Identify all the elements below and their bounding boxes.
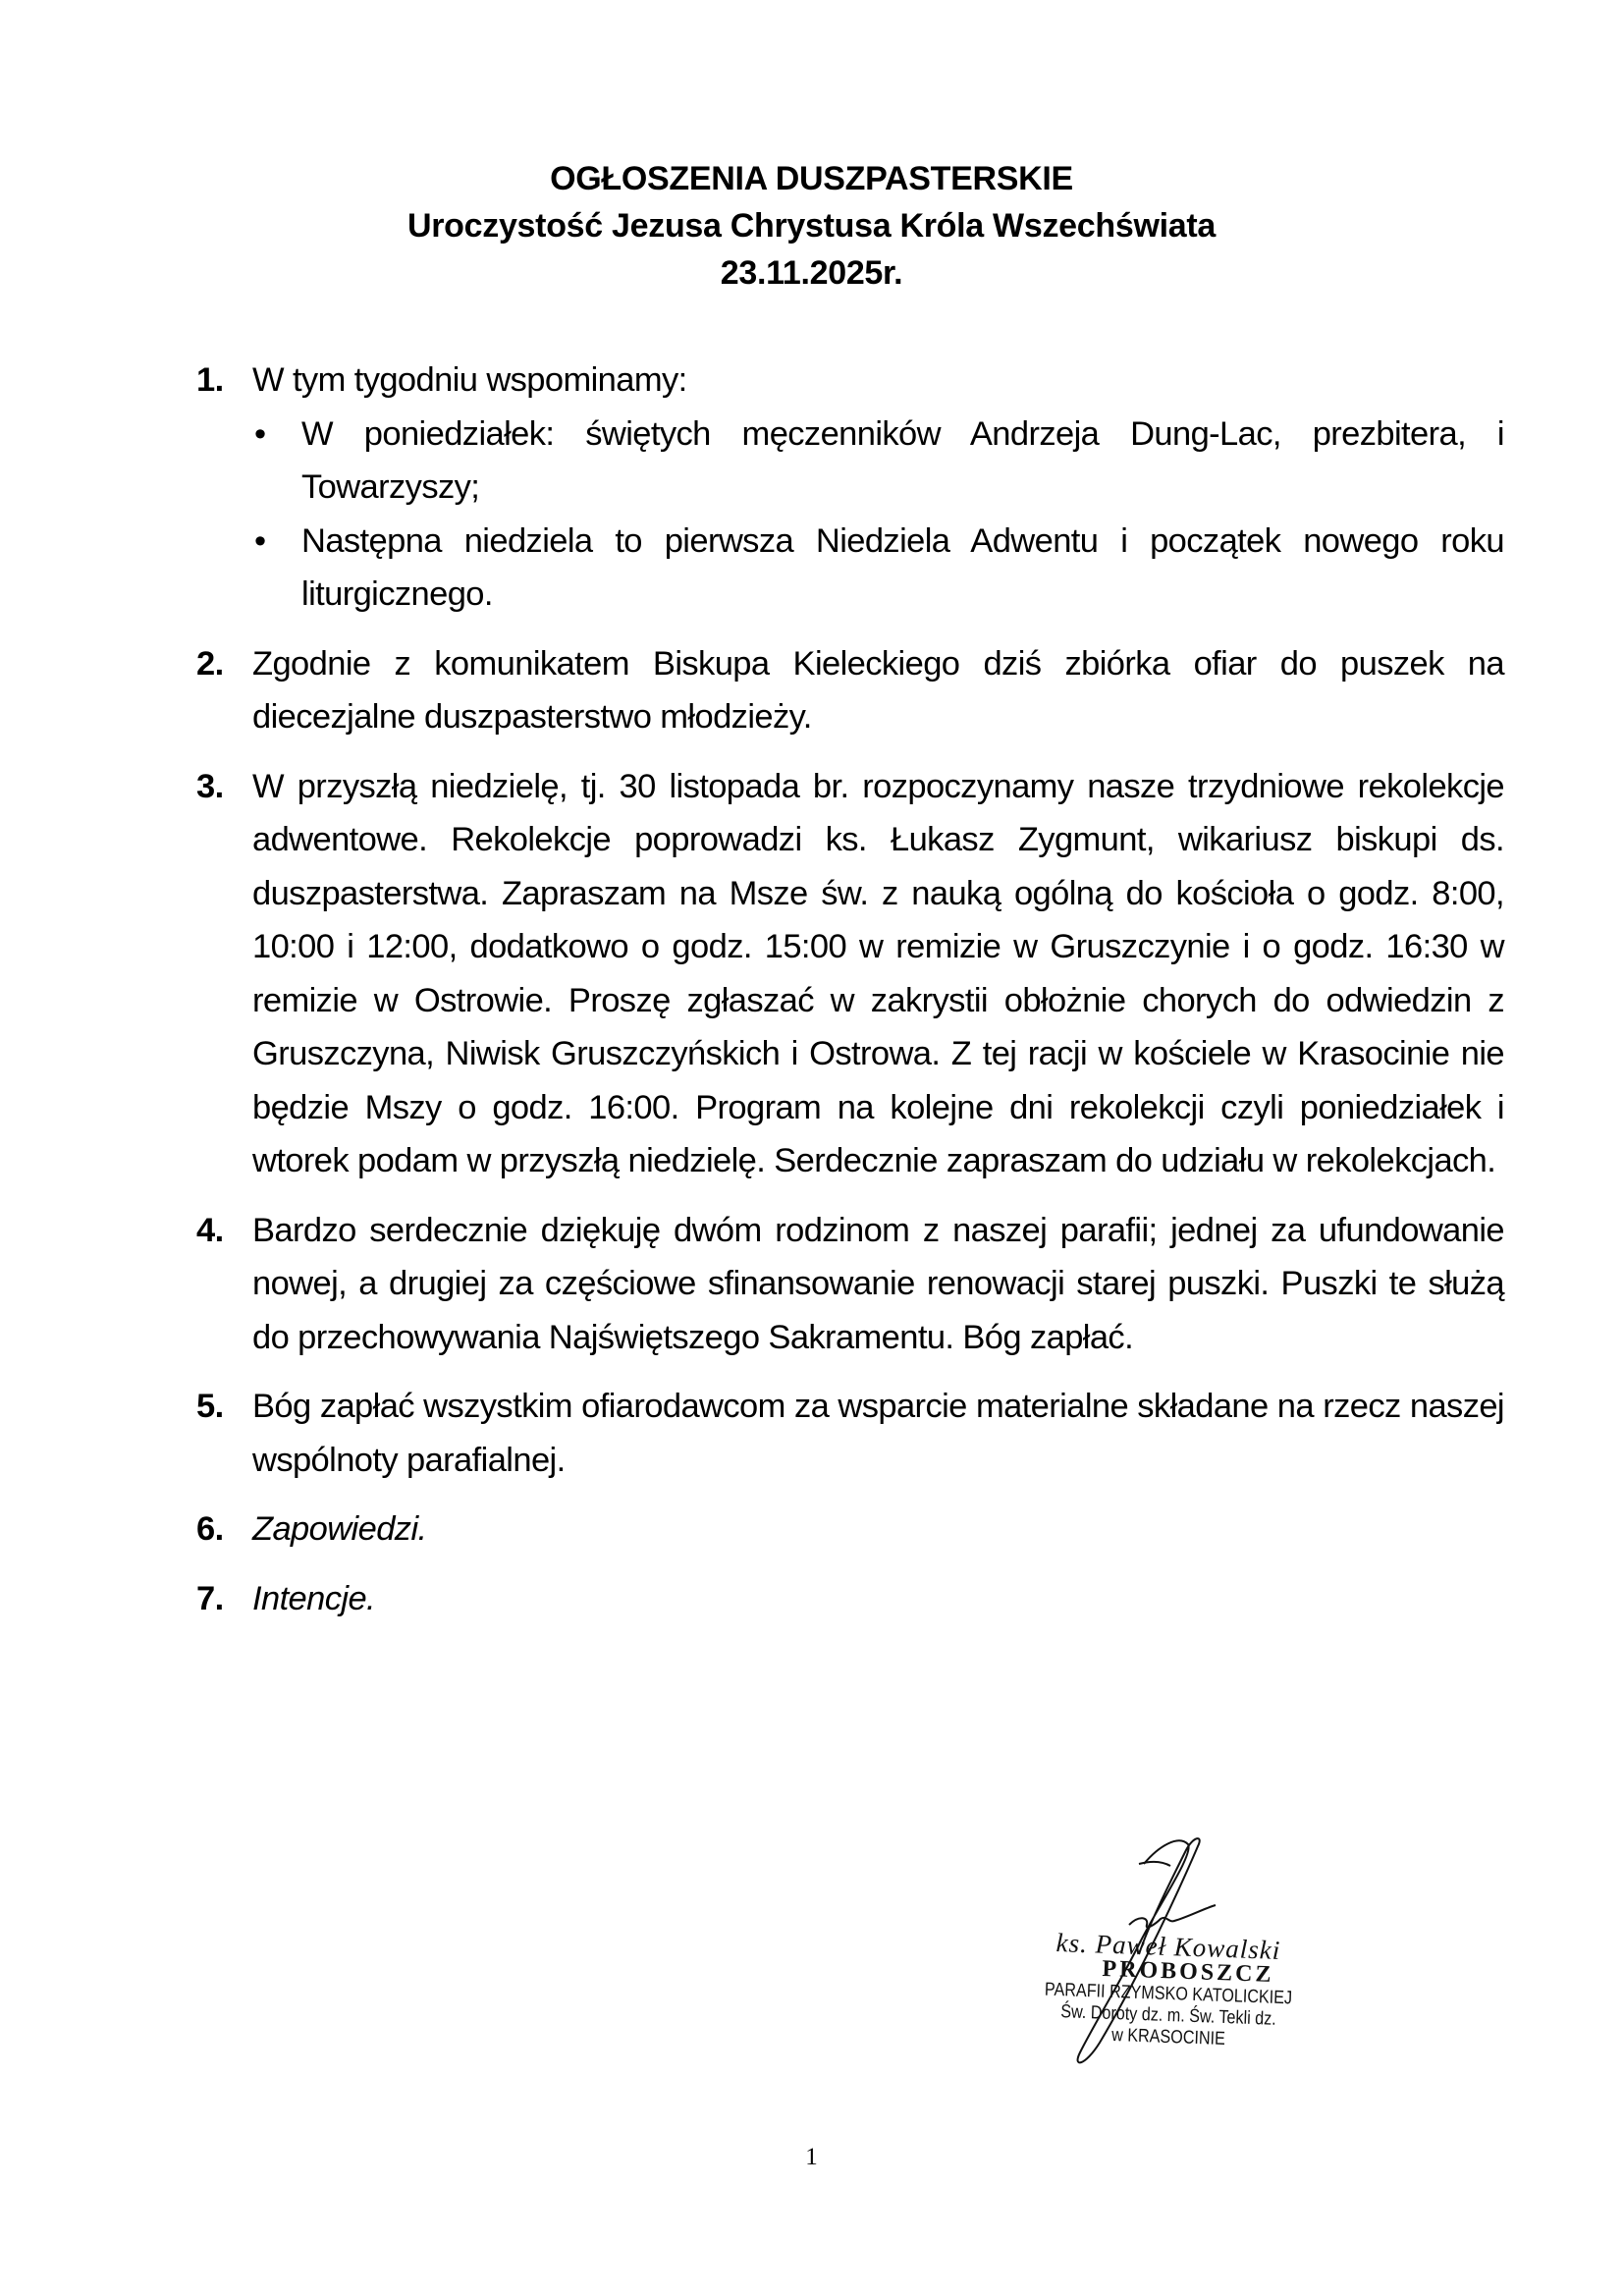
- announcement-item: [196, 1572, 1504, 1626]
- page-number: 1: [805, 2144, 818, 2170]
- signature-title: PROBOSZCZ: [1102, 1955, 1274, 1989]
- announcement-item: [196, 354, 1504, 622]
- item-text: Bóg zapłać wszystkim ofiarodawcom za wsparcie materialne składane na rzecz naszej wspólnoty parafialnej.: [252, 1388, 1504, 1479]
- item-number: 7.: [196, 1579, 224, 1617]
- document-subtitle: Uroczystość Jezusa Chrystusa Króla Wszechświata: [406, 207, 1216, 245]
- document-title: OGŁOSZENIA DUSZPASTERSKIE: [550, 160, 1073, 197]
- item-number: 3.: [196, 767, 224, 805]
- announcement-item: [196, 1380, 1504, 1487]
- item-text: Bardzo serdecznie dziękuję dwóm rodzinom z naszej parafii; jednej za ufundowanie nowej, a drugiej za częściowe sfinansowanie renowacji starej puszki. Puszki te służą do przechowywania Najświętszego Sakramentu. Bóg zapłać.: [252, 1211, 1504, 1356]
- item-number: 4.: [196, 1211, 224, 1249]
- item-number: 1.: [196, 361, 224, 399]
- bullet-item: [252, 408, 1504, 515]
- bullet-list: [252, 408, 1504, 622]
- announcement-item: [196, 760, 1504, 1188]
- item-number: 2.: [196, 644, 224, 683]
- announcement-item: [196, 637, 1504, 744]
- document-header: [0, 155, 1623, 297]
- item-text: W tym tygodniu wspominamy:: [252, 361, 687, 399]
- bullet-icon: •: [254, 521, 266, 560]
- bullet-text: W poniedziałek: świętych męczenników Andrzeja Dung-Lac, prezbitera, i Towarzyszy;: [301, 414, 1504, 506]
- bullet-icon: •: [254, 414, 266, 453]
- announcement-item: [196, 1503, 1504, 1557]
- bullet-text: Następna niedziela to pierwsza Niedziela Adwentu i początek nowego roku liturgicznego.: [301, 521, 1504, 613]
- stamp-line: PARAFII RZYMSKO KATOLICKIEJ: [1044, 1979, 1293, 2009]
- item-text: Zgodnie z komunikatem Biskupa Kieleckiego dziś zbiórka ofiar do puszek na diecezjalne duszpasterstwo młodzieży.: [252, 644, 1504, 736]
- stamp-line: Św. Doroty dz. m. Św. Tekli dz.: [1059, 2001, 1277, 2030]
- bullet-item: [252, 515, 1504, 622]
- announcements-list: [196, 354, 1504, 1641]
- item-text: W przyszłą niedzielę, tj. 30 listopada br. rozpoczynamy nasze trzydniowe rekolekcje adwentowe. Rekolekcje poprowadzi ks. Łukasz Zygmunt, wikariusz biskupi ds. duszpasterstwa. Zapraszam na Msze św. z nauką ogólną do kościoła o godz. 8:00, 10:00 i 12:00, dodatkowo o godz. 15:00 w remizie w Gruszczynie i o godz. 16:30 w remizie w Ostrowie. Proszę zgłaszać w zakrystii obłożnie chorych do odwiedzin z Gruszczyna, Niwisk Gruszczyńskich i Ostrowa. Z tej racji w kościele w Krasocinie nie będzie Mszy o godz. 16:00. Program na kolejne dni rekolekcji czyli poniedziałek i wtorek podam w przyszłą niedzielę. Serdecznie zapraszam do udziału w rekolekcjach.: [252, 767, 1504, 1179]
- stamp-line: w KRASOCINIE: [1110, 2024, 1226, 2050]
- item-text: Zapowiedzi.: [252, 1510, 427, 1548]
- parish-stamp: [1001, 1928, 1335, 2050]
- item-text: Intencje.: [252, 1579, 376, 1617]
- item-number: 6.: [196, 1510, 224, 1548]
- signature-name: ks. Paweł Kowalski: [1055, 1928, 1281, 1965]
- document-date: 23.11.2025r.: [720, 254, 903, 292]
- item-number: 5.: [196, 1388, 224, 1425]
- signature-block: [1001, 1827, 1394, 2082]
- announcement-item: [196, 1204, 1504, 1365]
